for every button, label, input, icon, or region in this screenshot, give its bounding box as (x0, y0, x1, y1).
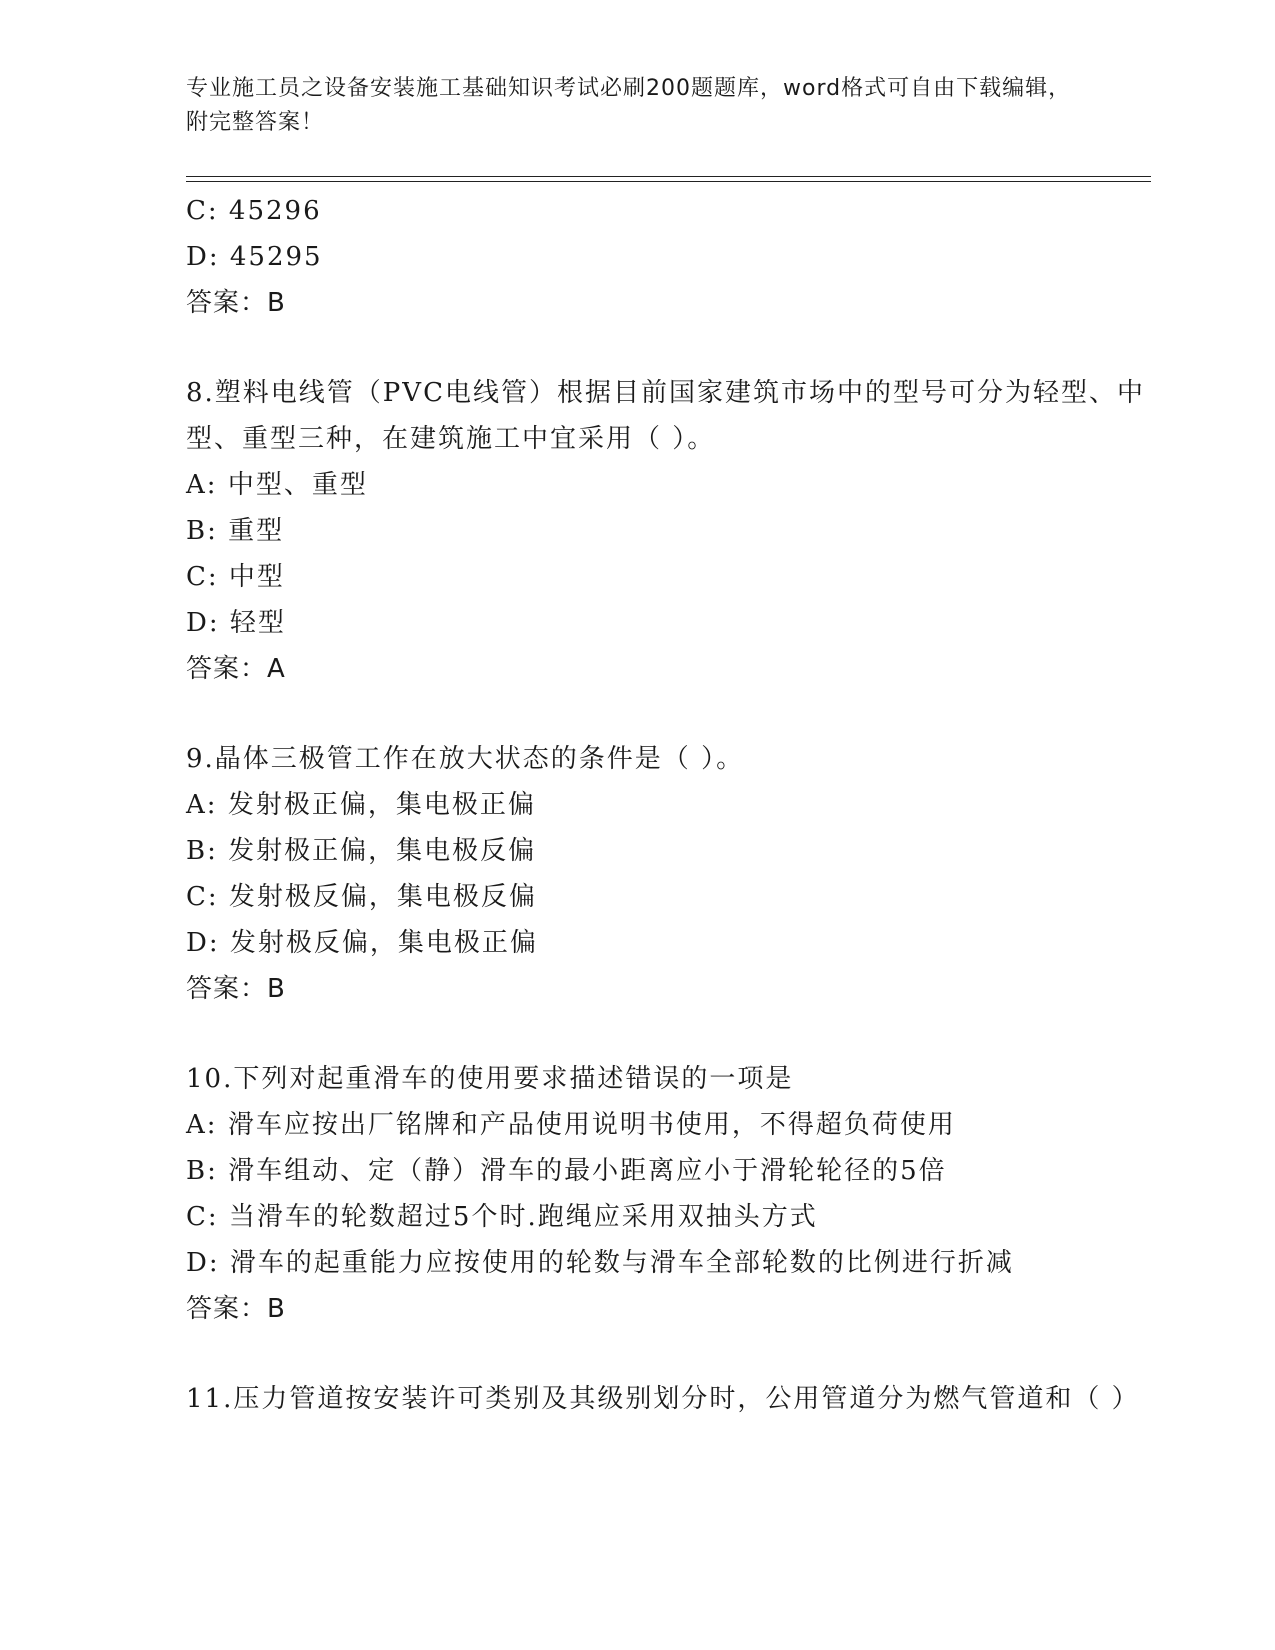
option-a: A: 滑车应按出厂铭牌和产品使用说明书使用，不得超负荷使用 (186, 1110, 956, 1140)
answer-line: 答案：A (186, 654, 286, 684)
option-d: D: 45295 (186, 242, 323, 272)
header-divider-bottom (186, 181, 1151, 182)
option-c: C: 45296 (186, 196, 322, 226)
answer-line: 答案：B (186, 288, 286, 318)
question-stem: 10.下列对起重滑车的使用要求描述错误的一项是 (186, 1064, 794, 1094)
option-d: D: 发射极反偏，集电极正偏 (186, 928, 538, 958)
header-divider-top (186, 176, 1151, 177)
option-c: C: 中型 (186, 562, 285, 592)
question-9 (186, 736, 1146, 1012)
option-a: A: 发射极正偏，集电极正偏 (186, 790, 536, 820)
option-b: B: 重型 (186, 516, 285, 546)
option-d: D: 滑车的起重能力应按使用的轮数与滑车全部轮数的比例进行折减 (186, 1248, 1014, 1278)
answer-line: 答案：B (186, 974, 286, 1004)
option-b: B: 发射极正偏，集电极反偏 (186, 836, 537, 866)
page-header: 专业施工员之设备安装施工基础知识考试必刷200题题库，word格式可自由下载编辑，附完整答案！ (186, 76, 1072, 135)
option-a: A: 中型、重型 (186, 470, 368, 500)
option-c: C: 发射极反偏，集电极反偏 (186, 882, 537, 912)
option-c: C: 当滑车的轮数超过5个时.跑绳应采用双抽头方式 (186, 1202, 818, 1232)
question-8 (186, 370, 1146, 692)
question-7-tail (186, 188, 1146, 326)
question-list (186, 188, 1146, 1422)
question-stem: 8.塑料电线管（PVC电线管）根据目前国家建筑市场中的型号可分为轻型、中型、重型三种，在建筑施工中宜采用（ ）。 (186, 378, 1145, 454)
option-d: D: 轻型 (186, 608, 286, 638)
question-stem: 11.压力管道按安装许可类别及其级别划分时，公用管道分为燃气管道和（ ） (186, 1384, 1140, 1414)
question-11 (186, 1376, 1146, 1422)
answer-line: 答案：B (186, 1294, 286, 1324)
question-stem: 9.晶体三极管工作在放大状态的条件是（ ）。 (186, 744, 745, 774)
question-10 (186, 1056, 1146, 1332)
option-b: B: 滑车组动、定（静）滑车的最小距离应小于滑轮轮径的5倍 (186, 1156, 947, 1186)
